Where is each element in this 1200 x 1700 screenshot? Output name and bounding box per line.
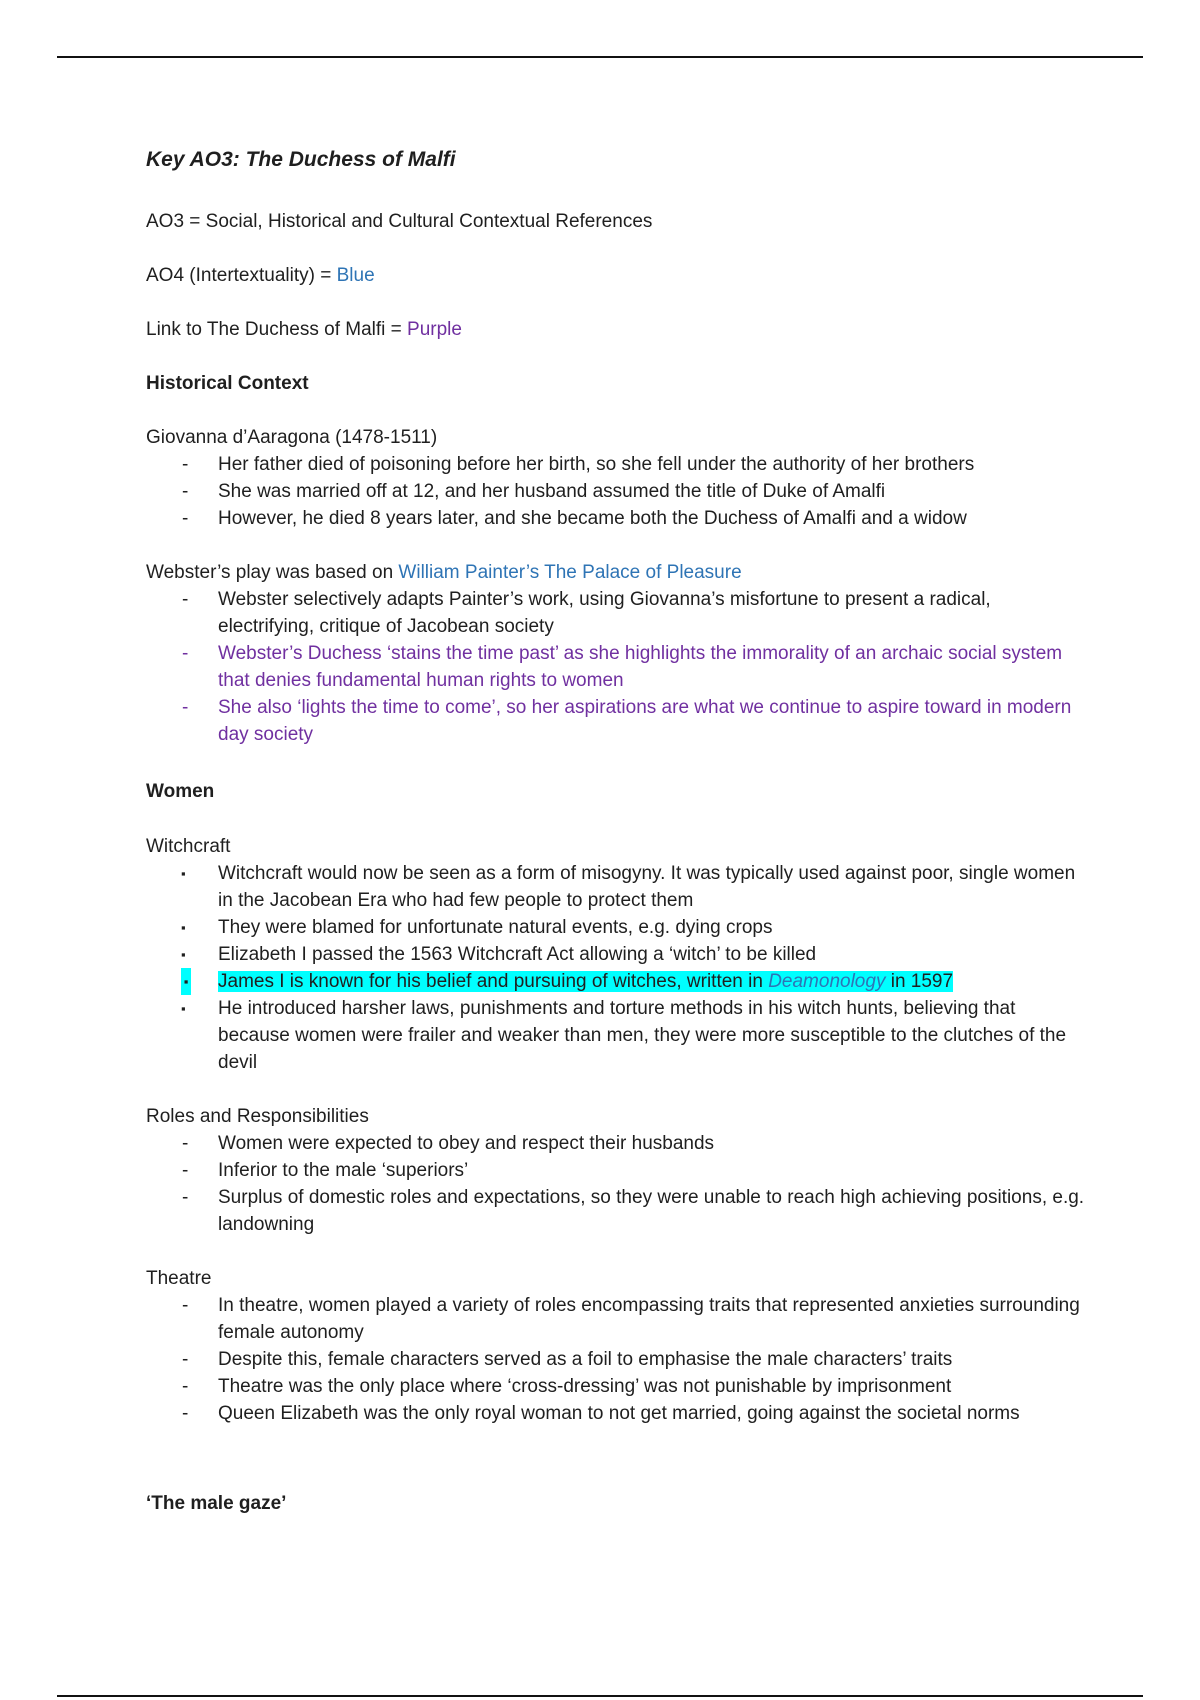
highlight-title: Deamonology — [768, 971, 886, 992]
list-item: - Despite this, female characters served as a foil to emphasise the male characters’ traits — [146, 1346, 1086, 1373]
key-ao4-label: AO4 (Intertextuality) = — [146, 265, 337, 286]
giovanna-section — [146, 424, 1086, 532]
list-item: - Inferior to the male ‘superiors’ — [146, 1157, 1086, 1184]
heading-male-gaze: ‘The male gaze’ — [146, 1493, 287, 1514]
list-item: - Surplus of domestic roles and expectations, so they were unable to reach high achieving positions, e.g. landowning — [146, 1184, 1086, 1238]
list-item: - She was married off at 12, and her husband assumed the title of Duke of Amalfi — [146, 478, 1086, 505]
roles-list — [146, 1130, 1086, 1238]
top-rule — [57, 56, 1143, 58]
list-item: ▪ They were blamed for unfortunate natural events, e.g. dying crops — [146, 914, 1086, 941]
webster-section — [146, 559, 1086, 748]
list-item: - Women were expected to obey and respect their husbands — [146, 1130, 1086, 1157]
witchcraft-list — [146, 860, 1086, 1076]
page-title: Key AO3: The Duchess of Malfi — [146, 148, 456, 171]
theatre-list — [146, 1292, 1086, 1427]
list-item: - Her father died of poisoning before her birth, so she fell under the authority of her brothers — [146, 451, 1086, 478]
bottom-rule — [57, 1695, 1143, 1697]
heading-historical-context: Historical Context — [146, 373, 309, 394]
highlighted-text — [218, 971, 953, 992]
witchcraft-section — [146, 833, 1086, 1076]
key-link — [146, 316, 462, 343]
list-item: - Webster selectively adapts Painter’s work, using Giovanna’s misfortune to present a radical, electrifying, critique of Jacobean society — [146, 586, 1086, 640]
key-ao4 — [146, 262, 375, 289]
key-ao3: AO3 = Social, Historical and Cultural Contextual References — [146, 211, 653, 232]
highlight-suffix: in 1597 — [885, 971, 954, 992]
theatre-heading: Theatre — [146, 1268, 212, 1289]
list-item: - In theatre, women played a variety of roles encompassing traits that represented anxieties surrounding female autonomy — [146, 1292, 1086, 1346]
list-item: ▪ Elizabeth I passed the 1563 Witchcraft Act allowing a ‘witch’ to be killed — [146, 941, 1086, 968]
heading-women: Women — [146, 781, 215, 802]
list-item: - Queen Elizabeth was the only royal woman to not get married, going against the societal norms — [146, 1400, 1086, 1427]
highlighted-list-item — [146, 968, 953, 995]
witchcraft-heading: Witchcraft — [146, 836, 231, 857]
list-item: - However, he died 8 years later, and she became both the Duchess of Amalfi and a widow — [146, 505, 1086, 532]
list-item: ▪ He introduced harsher laws, punishments and torture methods in his witch hunts, believing that because women were frailer and weaker than men, they were more susceptible to the clutches of the devil — [146, 995, 1086, 1076]
roles-heading: Roles and Responsibilities — [146, 1106, 369, 1127]
key-link-label: Link to The Duchess of Malfi = — [146, 319, 408, 340]
highlight-prefix: James I is known for his belief and pursuing of witches, written in — [218, 971, 769, 992]
webster-list — [146, 586, 1086, 748]
giovanna-list — [146, 451, 1086, 532]
theatre-section — [146, 1265, 1086, 1427]
giovanna-heading: Giovanna d’Aaragona (1478-1511) — [146, 427, 438, 448]
list-item: - Webster’s Duchess ‘stains the time past’ as she highlights the immorality of an archaic social system that denies fundamental human rights to women — [146, 640, 1086, 694]
key-link-value: Purple — [407, 319, 462, 340]
list-item: ▪ Witchcraft would now be seen as a form of misogyny. It was typically used against poor, single women in the Jacobean Era who had few people to protect them — [146, 860, 1086, 914]
webster-heading — [146, 559, 1086, 586]
roles-section — [146, 1103, 1086, 1238]
list-item: - Theatre was the only place where ‘cross-dressing’ was not punishable by imprisonment — [146, 1373, 1086, 1400]
webster-prefix: Webster’s play was based on — [146, 562, 399, 583]
webster-source: William Painter’s The Palace of Pleasure — [398, 562, 742, 583]
key-ao4-value: Blue — [336, 265, 375, 286]
list-item: - She also ‘lights the time to come’, so her aspirations are what we continue to aspire toward in modern day society — [146, 694, 1086, 748]
